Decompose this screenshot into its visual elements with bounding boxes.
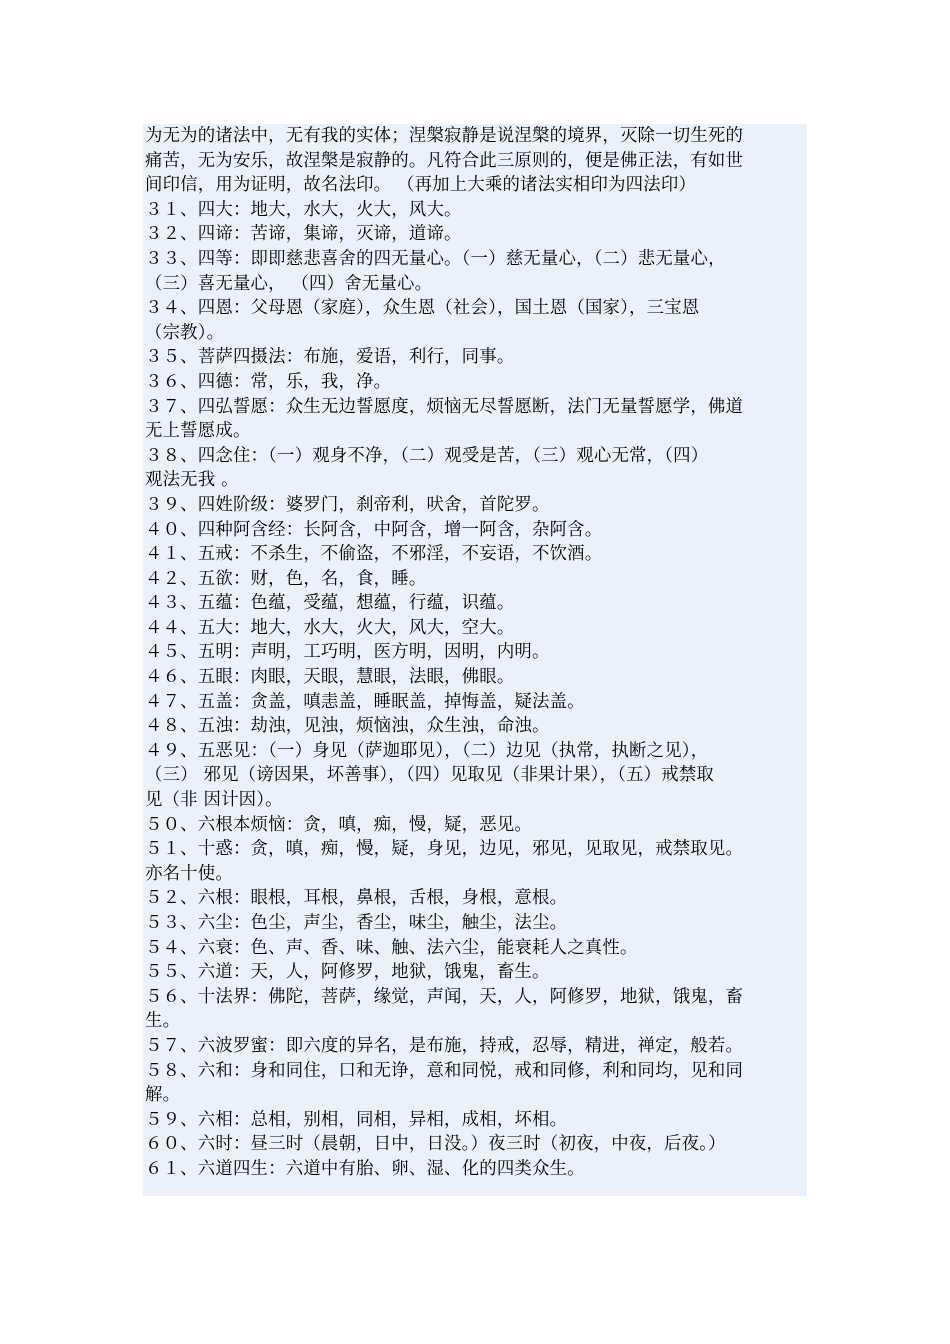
text-line: ３３、四等：即即慈悲喜舍的四无量心。（一）慈无量心，（二）悲无量心， (145, 248, 726, 269)
text-line: 解。 (145, 1085, 181, 1106)
text-line: ５７、六波罗蜜：即六度的异名，是布施，持戒，忍辱，精进，禅定，般若。 (145, 1035, 744, 1056)
text-line: ４４、五大：地大，水大，火大，风大，空大。 (145, 617, 515, 638)
text-line: ３５、菩萨四摄法：布施，爱语，利行，同事。 (145, 347, 515, 368)
text-line: 无上誓愿成。 (145, 421, 251, 442)
text-line: ５０、六根本烦恼：贪，嗔，痴，慢，疑，恶见。 (145, 814, 532, 835)
text-line: ５６、十法界：佛陀，菩萨，缘觉，声闻，天，人，阿修罗，地狱，饿鬼，畜 (145, 986, 744, 1007)
text-line: ４７、五盖：贪盖，嗔恚盖，睡眠盖，掉悔盖，疑法盖。 (145, 691, 585, 712)
text-line: （三）喜无量心， （四）舍无量心。 (145, 273, 433, 294)
text-line: ５９、六相：总相，别相，同相，异相，成相，坏相。 (145, 1109, 568, 1130)
text-line: ３４、四恩：父母恩（家庭），众生恩（社会），国土恩（国家），三宝恩 (145, 298, 700, 319)
text-line: ４１、五戒：不杀生，不偷盗，不邪淫，不妄语，不饮酒。 (145, 544, 603, 565)
text-line: 观法无我 。 (145, 470, 239, 491)
text-line: ４９、五恶见：（一）身见（萨迦耶见），（二）边见（执常，执断之见）， (145, 740, 709, 761)
text-line: 间印信，用为证明，故名法印。 （再加上大乘的诸法实相印为四法印） (145, 175, 697, 196)
text-line: 痛苦，无为安乐，故涅槃是寂静的。凡符合此三原则的，便是佛正法，有如世 (145, 150, 744, 171)
text-line: ３９、四姓阶级：婆罗门，刹帝利，吠舍，首陀罗。 (145, 494, 550, 515)
text-line: ３７、四弘誓愿：众生无边誓愿度，烦恼无尽誓愿断，法门无量誓愿学，佛道 (145, 396, 744, 417)
text-line: ６１、六道四生：六道中有胎、卵、湿、化的四类众生。 (145, 1158, 585, 1179)
text-line: ５３、六尘：色尘，声尘，香尘，味尘，触尘，法尘。 (145, 913, 568, 933)
text-line: ４０、四种阿含经：长阿含，中阿含，增一阿含，杂阿含。 (145, 519, 603, 540)
text-line: （宗教）。 (145, 322, 225, 343)
text-line: ４２、五欲：财，色，名，食，睡。 (145, 568, 427, 589)
text-line: ４３、五蕴：色蕴，受蕴，想蕴，行蕴，识蕴。 (145, 593, 515, 614)
text-line: ６０、六时：昼三时（晨朝，日中，日没。）夜三时（初夜，中夜，后夜。） (145, 1134, 726, 1155)
text-line: ３８、四念住：（一）观身不净，（二）观受是苦，（三）观心无常，（四） (145, 445, 709, 466)
text-line: 亦名十使。 (145, 863, 233, 884)
text-line: ４６、五眼：肉眼，天眼，慧眼，法眼，佛眼。 (145, 667, 515, 688)
text-line: ５４、六衰：色、声、香、味、触、法六尘，能衰耗人之真性。 (145, 937, 638, 958)
text-line: 见（非 因计因）。 (145, 790, 283, 811)
text-line: ４５、五明：声明，工巧明，医方明，因明，内明。 (145, 642, 550, 663)
text-line: 为无为的诸法中，无有我的实体；涅槃寂静是说涅槃的境界，灭除一切生死的 (145, 126, 744, 146)
text-line: ３２、四谛：苦谛，集谛，灭谛，道谛。 (145, 224, 462, 245)
document-text-block (143, 124, 807, 1196)
text-line: ５８、六和：身和同住，口和无诤，意和同悦，戒和同修，利和同均，见和同 (145, 1060, 744, 1081)
text-line: 生。 (145, 1011, 181, 1032)
text-line: ３６、四德：常，乐，我，净。 (145, 371, 392, 392)
text-line: （三） 邪见（谤因果，坏善事），（四）见取见（非果计果），（五）戒禁取 (145, 765, 715, 786)
text-line: ４８、五浊：劫浊，见浊，烦恼浊，众生浊，命浊。 (145, 716, 550, 737)
text-line: ５５、六道：天，人，阿修罗，地狱，饿鬼，畜生。 (145, 962, 550, 983)
text-line: ３１、四大：地大，水大，火大，风大。 (145, 199, 462, 220)
text-line: ５２、六根：眼根，耳根，鼻根，舌根，身根，意根。 (145, 888, 568, 909)
text-line: ５１、十惑：贪，嗔，痴，慢，疑，身见，边见，邪见，见取见，戒禁取见。 (145, 839, 744, 860)
